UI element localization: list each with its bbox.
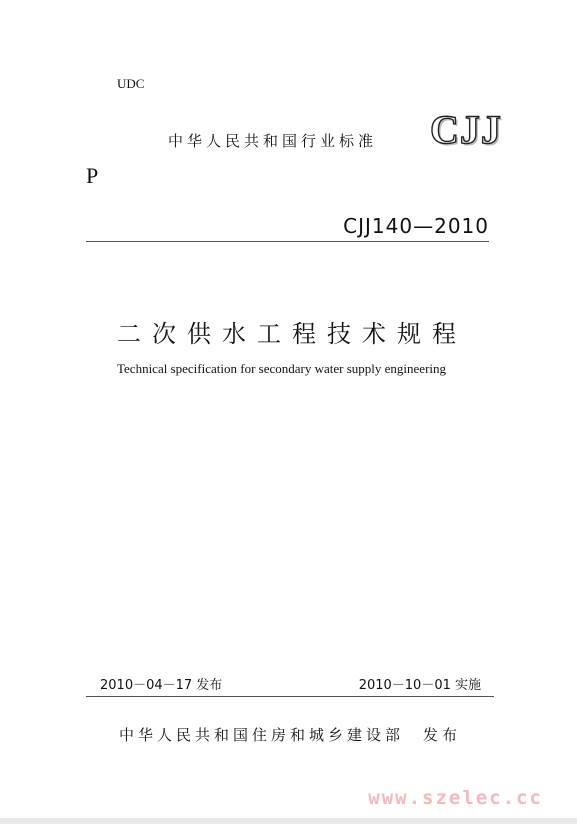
bottom-divider xyxy=(86,696,494,697)
issue-date: 2010－04－17 发布 xyxy=(100,678,223,693)
implementation-date: 2010－10－01 实施 xyxy=(358,678,481,693)
title-english: Technical specification for secondary water supply engineering xyxy=(117,361,447,376)
bottom-strip xyxy=(0,818,577,824)
top-divider xyxy=(86,241,489,242)
watermark: www.szelec.cc xyxy=(368,787,543,809)
standard-code: CJJ140—2010 xyxy=(343,214,489,238)
title-chinese: 二次供水工程技术规程 xyxy=(117,320,467,348)
udc-label: UDC xyxy=(117,76,145,91)
classification-code: P xyxy=(86,163,99,188)
cjj-logo: CJJ xyxy=(430,107,502,152)
industry-standard-label: 中华人民共和国行业标准 xyxy=(168,132,378,150)
publisher: 中华人民共和国住房和城乡建设部 发布 xyxy=(119,726,462,744)
